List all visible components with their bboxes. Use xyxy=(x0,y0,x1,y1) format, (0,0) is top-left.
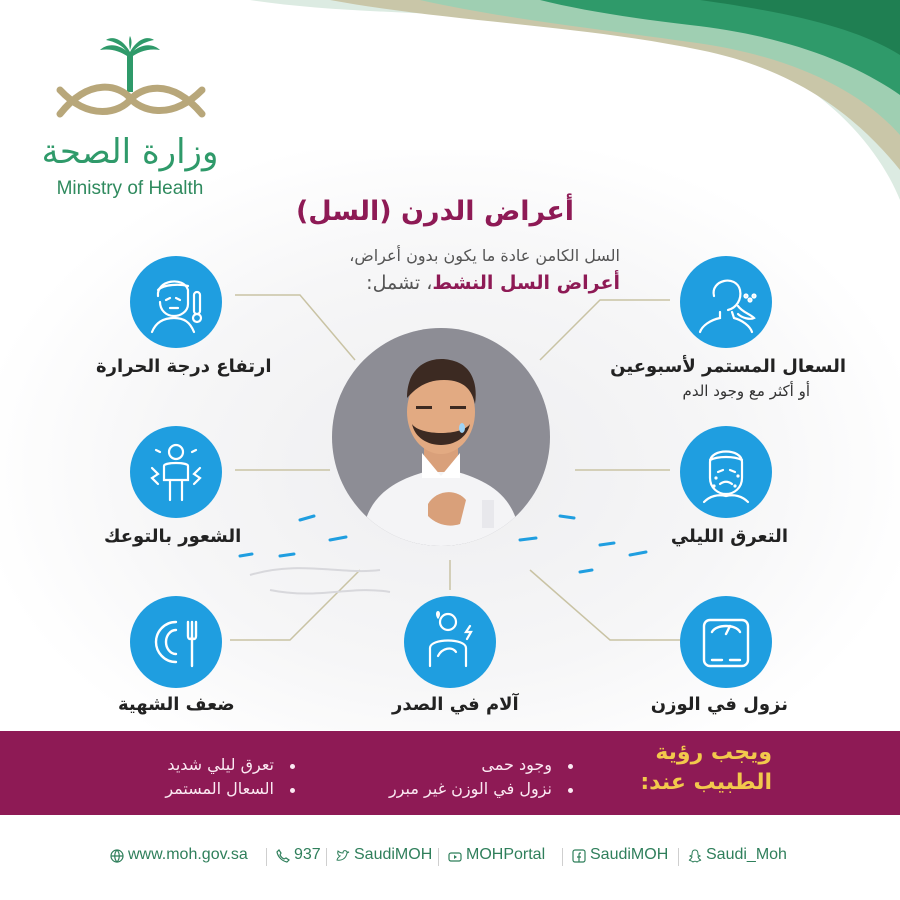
man-figure-icon xyxy=(332,328,550,546)
weight-symptom-icon xyxy=(680,596,772,688)
plate-fork-icon xyxy=(130,596,222,688)
sweating-face-icon xyxy=(680,426,772,518)
bullet-icon xyxy=(568,788,573,793)
logo-arabic-name: وزارة الصحة xyxy=(41,132,219,172)
subtitle-rest: ، تشمل: xyxy=(366,272,433,294)
appetite-symptom-icon xyxy=(130,596,222,688)
subtitle-emphasis: أعراض السل النشط xyxy=(432,272,620,294)
snapchat-icon xyxy=(688,849,702,863)
youtube-channel[interactable]: MOHPortal xyxy=(466,846,546,863)
weight-scale-icon xyxy=(680,596,772,688)
footer-divider xyxy=(266,848,267,866)
bullet-icon xyxy=(568,764,573,769)
malaise-symptom-label: الشعور بالتوعك xyxy=(104,526,242,547)
coughing-man-illustration xyxy=(332,328,550,546)
footer-divider xyxy=(562,848,563,866)
chest-pain-icon xyxy=(404,596,496,688)
chest-symptom-label: آلام في الصدر xyxy=(392,694,519,715)
footer-divider xyxy=(678,848,679,866)
facebook-icon xyxy=(572,849,586,863)
facebook-page[interactable]: SaudiMOH xyxy=(590,846,669,863)
snapchat-handle[interactable]: Saudi_Moh xyxy=(706,846,787,863)
globe-icon xyxy=(110,849,124,863)
condition-night-sweats: تعرق ليلي شديد xyxy=(167,755,274,774)
twitter-handle[interactable]: SaudiMOH xyxy=(354,846,433,863)
twitter-icon xyxy=(336,849,350,863)
phone-number[interactable]: 937 xyxy=(294,846,321,863)
condition-weight-loss: نزول في الوزن غير مبرر xyxy=(389,779,552,798)
footer-divider xyxy=(326,848,327,866)
condition-cough: السعال المستمر xyxy=(165,779,274,798)
footer-contacts xyxy=(100,846,800,868)
page-title: أعراض الدرن (السل) xyxy=(295,196,575,227)
fever-thermometer-icon xyxy=(130,256,222,348)
see-doctor-title-line-1: ويجب رؤية xyxy=(655,740,772,765)
unwell-person-icon xyxy=(130,426,222,518)
appetite-symptom-label: ضعف الشهية xyxy=(118,694,235,715)
malaise-symptom-icon xyxy=(130,426,222,518)
coughing-person-icon xyxy=(680,256,772,348)
footer-divider xyxy=(438,848,439,866)
chest-symptom-icon xyxy=(404,596,496,688)
condition-fever: وجود حمى xyxy=(481,755,552,774)
bullet-icon xyxy=(290,788,295,793)
youtube-icon xyxy=(448,849,462,863)
cough-symptom-label: السعال المستمر لأسبوعين xyxy=(610,356,846,377)
cough-symptom-icon xyxy=(680,256,772,348)
sweat-symptom-label: التعرق الليلي xyxy=(670,526,788,547)
fever-symptom-icon xyxy=(130,256,222,348)
bullet-icon xyxy=(290,764,295,769)
see-doctor-title-line-2: الطبيب عند: xyxy=(640,770,772,795)
sweat-symptom-icon xyxy=(680,426,772,518)
logo-english-name: Ministry of Health xyxy=(56,178,204,199)
fever-symptom-label: ارتفاع درجة الحرارة xyxy=(96,356,272,377)
phone-icon xyxy=(276,849,290,863)
website-link[interactable]: www.moh.gov.sa xyxy=(128,846,248,863)
subtitle-line-1: السل الكامن عادة ما يكون بدون أعراض، xyxy=(349,246,620,265)
cough-symptom-sub: أو أكثر مع وجود الدم xyxy=(682,382,810,400)
weight-symptom-label: نزول في الوزن xyxy=(650,694,788,715)
